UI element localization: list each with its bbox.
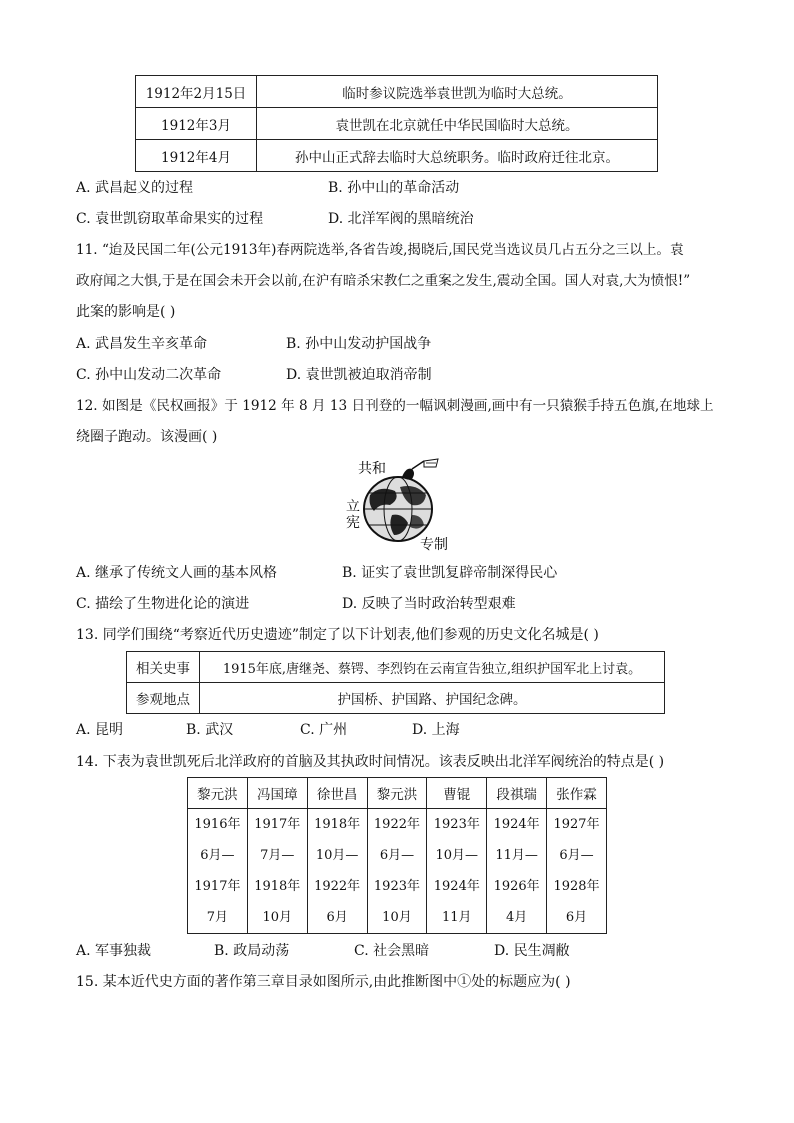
monkey-with-flag-icon [402, 459, 438, 480]
cartoon-label-gonghe: 共和 [358, 461, 386, 477]
cell-line: 1924年 [433, 879, 480, 894]
cell-line: 6月— [200, 848, 235, 863]
q12-option-d: D. 反映了当时政治转型艰难 [342, 596, 516, 612]
table-cell-date: 1912年4月 [136, 140, 257, 172]
cartoon-label-li: 立 [346, 499, 360, 515]
cartoon-label-zhuanzhi: 专制 [420, 537, 448, 553]
cell-line: 1924年 [493, 817, 540, 832]
q11-option-a: A. 武昌发生辛亥革命 [76, 336, 208, 352]
cell-line: 11月 [442, 910, 472, 925]
table-cell-date: 1912年3月 [136, 108, 257, 140]
cell-line: 1926年 [493, 879, 540, 894]
table-cell [247, 809, 307, 934]
table-cell-event: 孙中山正式辞去临时大总统职务。临时政府迁往北京。 [257, 140, 658, 172]
table-header-cell: 冯国璋 [247, 778, 307, 809]
cell-line: 1927年 [553, 817, 600, 832]
q12-stem-line1: 12. 如图是《民权画报》于 1912 年 8 月 13 日刊登的一幅讽刺漫画,画中有一只猿猴手持五色旗,在地球上 [76, 398, 714, 414]
table-header-cell: 张作霖 [547, 778, 607, 809]
cell-line: 10月— [435, 848, 479, 863]
globe-icon [364, 477, 432, 541]
table-cell-date: 1912年2月15日 [136, 76, 257, 108]
q11-option-d: D. 袁世凯被迫取消帝制 [286, 367, 432, 383]
q10-option-d: D. 北洋军阀的黑暗统治 [328, 211, 474, 227]
q14-option-b: B. 政局动荡 [214, 943, 290, 959]
cell-line: 10月 [382, 910, 412, 925]
table-header-cell: 参观地点 [127, 683, 200, 714]
leaders-table [187, 777, 607, 934]
q12-option-a: A. 继承了传统文人画的基本风格 [76, 565, 278, 581]
cell-line: 1918年 [314, 817, 361, 832]
cell-line: 6月— [379, 848, 415, 863]
cell-line: 1917年 [194, 879, 241, 894]
q14-option-c: C. 社会黑暗 [354, 943, 430, 959]
table-header-cell: 徐世昌 [307, 778, 367, 809]
table-header-cell: 段祺瑞 [487, 778, 547, 809]
q11-stem-line1: 11. “迨及民国二年(公元1913年)春两院选举,各省告竣,揭晓后,国民党当选议员几占五分之三以上。袁 [76, 242, 684, 258]
table-cell: 护国桥、护国路、护国纪念碑。 [200, 683, 665, 714]
cell-line: 1916年 [194, 817, 241, 832]
satirical-cartoon [340, 455, 450, 555]
q14-option-d: D. 民生凋敝 [494, 943, 570, 959]
table-cell [547, 809, 607, 934]
q10-option-c: C. 袁世凯窃取革命果实的过程 [76, 211, 264, 227]
q13-option-b: B. 武汉 [186, 722, 234, 738]
cell-line: 1928年 [553, 879, 600, 894]
table-cell [367, 809, 427, 934]
cell-line: 7月— [260, 848, 295, 863]
q11-stem-line2: 政府闻之大惧,于是在国会未开会以前,在沪有暗杀宋教仁之重案之发生,震动全国。国人对袁,大为愤恨!” [76, 273, 691, 289]
timeline-table [135, 75, 658, 172]
cartoon-label-xian: 宪 [346, 515, 360, 531]
cell-line: 1917年 [254, 817, 301, 832]
cell-line: 1923年 [433, 817, 480, 832]
cell-line: 10月 [262, 910, 293, 925]
table-cell [188, 809, 248, 934]
table-header-cell: 相关史事 [127, 652, 200, 683]
cell-line: 10月— [315, 848, 359, 863]
cell-line: 6月 [326, 910, 348, 925]
q12-option-c: C. 描绘了生物进化论的演进 [76, 596, 250, 612]
table-header-cell: 曹锟 [427, 778, 487, 809]
q11-option-c: C. 孙中山发动二次革命 [76, 367, 222, 383]
cell-line: 1922年 [314, 879, 361, 894]
table-cell-event: 临时参议院选举袁世凯为临时大总统。 [257, 76, 658, 108]
q12-option-b: B. 证实了袁世凯复辟帝制深得民心 [342, 565, 558, 581]
q12-stem-line2: 绕圈子跑动。该漫画( ) [76, 429, 218, 445]
cell-line: 1918年 [254, 879, 301, 894]
q13-stem-line1: 13. 同学们围绕“考察近代历史遗迹”制定了以下计划表,他们参观的历史文化名城是( ) [76, 627, 599, 643]
q13-option-c: C. 广州 [300, 722, 348, 738]
table-header-cell: 黎元洪 [367, 778, 427, 809]
plan-table [126, 651, 665, 714]
cell-line: 1922年 [373, 817, 420, 832]
cell-line: 7月 [206, 910, 229, 925]
table-cell [427, 809, 487, 934]
cell-line: 11月— [495, 848, 538, 863]
table-header-cell: 黎元洪 [188, 778, 248, 809]
cell-line: 1923年 [373, 879, 420, 894]
q11-stem-line3: 此案的影响是( ) [76, 304, 176, 320]
cell-line: 4月 [506, 910, 528, 925]
cell-line: 6月— [559, 848, 594, 863]
q10-option-a: A. 武昌起义的过程 [76, 180, 194, 196]
table-cell: 1915年底,唐继尧、蔡锷、李烈钧在云南宣告独立,组织护国军北上讨袁。 [200, 652, 665, 683]
q10-option-b: B. 孙中山的革命活动 [328, 180, 460, 196]
q13-option-d: D. 上海 [412, 722, 460, 738]
q14-option-a: A. 军事独裁 [76, 943, 152, 959]
q11-option-b: B. 孙中山发动护国战争 [286, 336, 432, 352]
table-cell [307, 809, 367, 934]
q13-option-a: A. 昆明 [76, 722, 124, 738]
cell-line: 6月 [565, 910, 588, 925]
q15-stem-line1: 15. 某本近代史方面的著作第三章目录如图所示,由此推断图中①处的标题应为( ) [76, 974, 571, 990]
q14-stem-line1: 14. 下表为袁世凯死后北洋政府的首脑及其执政时间情况。该表反映出北洋军阀统治的特点是( ) [76, 754, 665, 770]
table-cell-event: 袁世凯在北京就任中华民国临时大总统。 [257, 108, 658, 140]
table-cell [487, 809, 547, 934]
